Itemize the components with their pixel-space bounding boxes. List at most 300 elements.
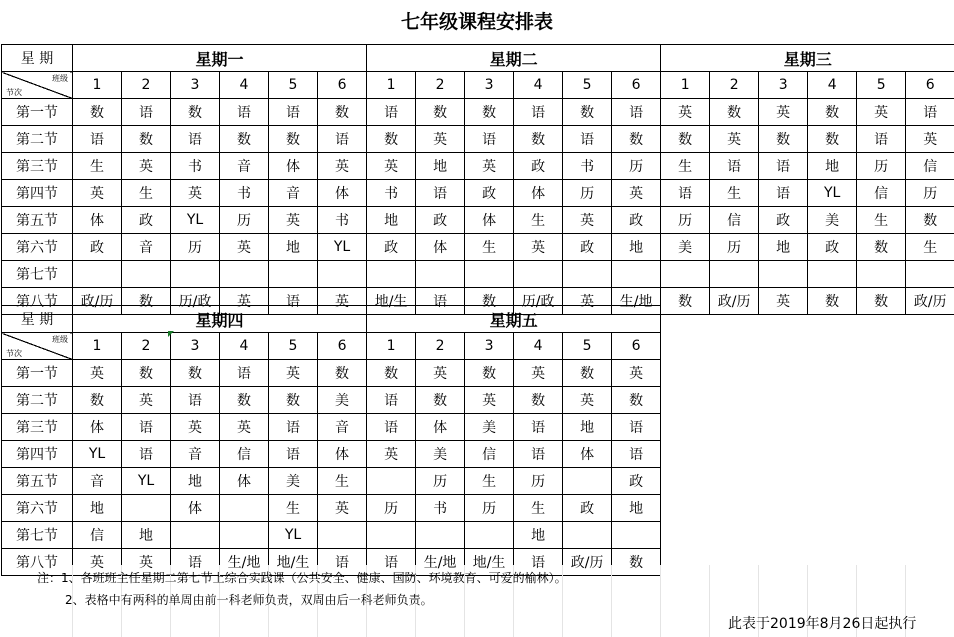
class-number: 4: [514, 72, 563, 99]
schedule-cell: 语: [416, 288, 465, 315]
class-number: 4: [808, 72, 857, 99]
schedule-cell: 生: [465, 468, 514, 495]
class-number: 5: [563, 333, 612, 360]
schedule-cell: 数: [318, 360, 367, 387]
schedule-cell: 英: [906, 126, 954, 153]
schedule-table-mon-wed: [1, 44, 954, 315]
schedule-cell: 语: [710, 153, 759, 180]
schedule-cell: 语: [661, 180, 710, 207]
schedule-cell: 生/地: [612, 288, 661, 315]
schedule-cell: 地: [612, 234, 661, 261]
schedule-cell: 英: [73, 180, 122, 207]
day-header-row: [2, 45, 954, 72]
day-header: 星期三: [661, 45, 954, 72]
day-header: 星期五: [367, 306, 661, 333]
schedule-cell: 生: [857, 207, 906, 234]
schedule-cell: 语: [906, 99, 954, 126]
schedule-cell: 历: [661, 207, 710, 234]
schedule-cell: 语: [759, 180, 808, 207]
schedule-cell: [808, 261, 857, 288]
period-row: [2, 153, 954, 180]
period-row: [2, 180, 954, 207]
schedule-cell: YL: [318, 234, 367, 261]
class-number: 6: [612, 72, 661, 99]
class-number: 5: [269, 72, 318, 99]
schedule-cell: 英: [563, 387, 612, 414]
schedule-cell: 地: [73, 495, 122, 522]
schedule-cell: 体: [73, 207, 122, 234]
schedule-cell: 语: [269, 288, 318, 315]
schedule-cell: 美: [318, 387, 367, 414]
schedule-cell: [906, 261, 954, 288]
schedule-cell: 语: [367, 549, 416, 576]
schedule-cell: 历: [220, 207, 269, 234]
schedule-cell: 语: [269, 414, 318, 441]
schedule-cell: 信: [906, 153, 954, 180]
schedule-cell: 历: [710, 234, 759, 261]
period-axis-label: 节次: [6, 88, 22, 97]
schedule-cell: 地/生: [367, 288, 416, 315]
schedule-cell: 生: [465, 234, 514, 261]
class-number: 1: [661, 72, 710, 99]
schedule-cell: YL: [122, 468, 171, 495]
schedule-cell: [122, 261, 171, 288]
schedule-cell: 数: [367, 360, 416, 387]
schedule-cell: 英: [612, 180, 661, 207]
schedule-cell: 政: [612, 468, 661, 495]
schedule-cell: 数: [220, 126, 269, 153]
schedule-cell: 语: [612, 99, 661, 126]
period-row: [2, 468, 661, 495]
class-number: 4: [514, 333, 563, 360]
schedule-cell: 生: [710, 180, 759, 207]
schedule-cell: 语: [612, 441, 661, 468]
schedule-cell: 数: [171, 360, 220, 387]
period-axis-label: 节次: [6, 349, 22, 358]
schedule-cell: 英: [318, 495, 367, 522]
period-row: [2, 495, 661, 522]
class-number: 5: [269, 333, 318, 360]
class-number: 1: [367, 72, 416, 99]
schedule-cell: 生/地: [220, 549, 269, 576]
schedule-cell: 体: [73, 414, 122, 441]
schedule-cell: 体: [171, 495, 220, 522]
schedule-cell: 英: [367, 153, 416, 180]
class-number: 5: [857, 72, 906, 99]
class-header-row: [2, 72, 954, 99]
schedule-cell: 英: [318, 153, 367, 180]
schedule-cell: [171, 261, 220, 288]
schedule-cell: 英: [857, 99, 906, 126]
class-axis-label: 班级: [52, 74, 68, 83]
schedule-cell: 生: [122, 180, 171, 207]
schedule-cell: 数: [465, 360, 514, 387]
schedule-cell: 英: [73, 549, 122, 576]
day-header: 星期二: [367, 45, 661, 72]
diagonal-header-cell: [2, 72, 73, 99]
period-row: [2, 207, 954, 234]
schedule-cell: 体: [269, 153, 318, 180]
schedule-cell: 语: [122, 414, 171, 441]
schedule-cell: 地/生: [465, 549, 514, 576]
schedule-cell: 历: [171, 234, 220, 261]
schedule-cell: [220, 495, 269, 522]
schedule-table-thu-fri: [1, 305, 661, 576]
schedule-cell: 数: [122, 360, 171, 387]
schedule-cell: YL: [269, 522, 318, 549]
schedule-cell: 生: [906, 234, 954, 261]
schedule-cell: 英: [220, 234, 269, 261]
schedule-cell: 地: [416, 153, 465, 180]
schedule-cell: 生: [661, 153, 710, 180]
day-header: 星期一: [73, 45, 367, 72]
class-number: 3: [465, 333, 514, 360]
schedule-cell: 美: [808, 207, 857, 234]
schedule-cell: 书: [171, 153, 220, 180]
schedule-cell: 数: [465, 99, 514, 126]
schedule-cell: YL: [808, 180, 857, 207]
period-label: 第七节: [2, 522, 73, 549]
class-number: 3: [171, 72, 220, 99]
schedule-cell: 语: [269, 99, 318, 126]
schedule-cell: 体: [318, 180, 367, 207]
schedule-cell: 政: [612, 207, 661, 234]
period-label: 第五节: [2, 468, 73, 495]
schedule-cell: 数: [514, 126, 563, 153]
period-label: 第二节: [2, 126, 73, 153]
schedule-cell: 音: [73, 468, 122, 495]
schedule-cell: 数: [220, 387, 269, 414]
schedule-cell: [465, 261, 514, 288]
schedule-cell: 语: [122, 99, 171, 126]
schedule-cell: 英: [759, 99, 808, 126]
schedule-cell: 数: [367, 126, 416, 153]
notes-section: [0, 565, 954, 637]
schedule-cell: 语: [220, 360, 269, 387]
schedule-cell: 历: [906, 180, 954, 207]
period-label: 第一节: [2, 99, 73, 126]
schedule-cell: 数: [514, 387, 563, 414]
schedule-cell: [171, 522, 220, 549]
schedule-cell: 政: [563, 495, 612, 522]
schedule-cell: [318, 522, 367, 549]
day-header-row: [2, 306, 661, 333]
period-row: [2, 441, 661, 468]
schedule-cell: 英: [367, 441, 416, 468]
schedule-cell: 生: [269, 495, 318, 522]
schedule-cell: 政: [563, 234, 612, 261]
schedule-cell: 英: [710, 126, 759, 153]
schedule-cell: 政: [416, 207, 465, 234]
schedule-cell: 语: [367, 99, 416, 126]
schedule-cell: [563, 522, 612, 549]
period-row: [2, 126, 954, 153]
schedule-cell: 语: [171, 549, 220, 576]
diagonal-header-cell: [2, 333, 73, 360]
period-label: 第三节: [2, 414, 73, 441]
schedule-cell: 语: [563, 126, 612, 153]
schedule-cell: 数: [710, 99, 759, 126]
schedule-cell: 音: [269, 180, 318, 207]
period-row: [2, 261, 954, 288]
schedule-cell: 体: [563, 441, 612, 468]
class-number: 3: [759, 72, 808, 99]
class-number: 6: [318, 72, 367, 99]
class-number: 5: [563, 72, 612, 99]
schedule-cell: [269, 261, 318, 288]
schedule-cell: YL: [73, 441, 122, 468]
schedule-cell: 政: [465, 180, 514, 207]
schedule-cell: 英: [220, 414, 269, 441]
schedule-cell: [367, 261, 416, 288]
schedule-cell: 信: [220, 441, 269, 468]
class-number: 1: [73, 333, 122, 360]
schedule-cell: 英: [563, 288, 612, 315]
period-row: [2, 99, 954, 126]
schedule-cell: [514, 261, 563, 288]
schedule-cell: 历: [465, 495, 514, 522]
class-number: 6: [318, 333, 367, 360]
schedule-cell: [73, 261, 122, 288]
schedule-cell: [612, 522, 661, 549]
schedule-cell: 语: [269, 441, 318, 468]
period-label: 第八节: [2, 549, 73, 576]
schedule-cell: 数: [857, 234, 906, 261]
schedule-cell: 美: [465, 414, 514, 441]
schedule-cell: 书: [416, 495, 465, 522]
class-number: 6: [906, 72, 954, 99]
schedule-cell: 数: [661, 288, 710, 315]
schedule-cell: 美: [661, 234, 710, 261]
class-number: 1: [367, 333, 416, 360]
schedule-cell: 英: [171, 180, 220, 207]
schedule-cell: 英: [122, 387, 171, 414]
schedule-cell: 音: [122, 234, 171, 261]
schedule-cell: 地: [171, 468, 220, 495]
schedule-cell: 英: [514, 234, 563, 261]
schedule-cell: 语: [73, 126, 122, 153]
schedule-cell: 信: [465, 441, 514, 468]
schedule-cell: [122, 495, 171, 522]
schedule-cell: 体: [465, 207, 514, 234]
period-label: 第二节: [2, 387, 73, 414]
schedule-cell: 历: [563, 180, 612, 207]
schedule-cell: 书: [367, 180, 416, 207]
page-title: 七年级课程安排表: [400, 11, 553, 33]
schedule-cell: 数: [808, 288, 857, 315]
schedule-cell: 政/历: [710, 288, 759, 315]
schedule-cell: 语: [514, 549, 563, 576]
schedule-cell: 英: [171, 414, 220, 441]
schedule-cell: 英: [465, 153, 514, 180]
period-row: [2, 522, 661, 549]
period-label: 第一节: [2, 360, 73, 387]
schedule-cell: 英: [416, 126, 465, 153]
schedule-cell: [220, 261, 269, 288]
schedule-cell: 英: [73, 360, 122, 387]
schedule-cell: 书: [563, 153, 612, 180]
class-number: 4: [220, 333, 269, 360]
schedule-cell: 数: [122, 126, 171, 153]
period-label: 第七节: [2, 261, 73, 288]
schedule-cell: 信: [73, 522, 122, 549]
schedule-cell: 英: [465, 387, 514, 414]
schedule-cell: [661, 261, 710, 288]
schedule-cell: 英: [220, 288, 269, 315]
schedule-cell: 政/历: [563, 549, 612, 576]
class-number: 2: [122, 333, 171, 360]
schedule-cell: 历/政: [514, 288, 563, 315]
schedule-cell: 政: [808, 234, 857, 261]
schedule-cell: 书: [220, 180, 269, 207]
schedule-cell: 数: [661, 126, 710, 153]
weekday-header-label: 星 期: [2, 306, 73, 333]
schedule-cell: 数: [759, 126, 808, 153]
schedule-cell: 英: [514, 360, 563, 387]
schedule-cell: 历: [857, 153, 906, 180]
class-number: 2: [416, 333, 465, 360]
period-label: 第五节: [2, 207, 73, 234]
schedule-cell: [563, 468, 612, 495]
schedule-cell: 英: [661, 99, 710, 126]
schedule-cell: 数: [171, 99, 220, 126]
schedule-cell: 生: [318, 468, 367, 495]
schedule-cell: [710, 261, 759, 288]
schedule-cell: 信: [710, 207, 759, 234]
schedule-cell: 美: [269, 468, 318, 495]
schedule-cell: 英: [318, 288, 367, 315]
schedule-cell: [416, 261, 465, 288]
schedule-cell: 信: [857, 180, 906, 207]
schedule-cell: 音: [171, 441, 220, 468]
schedule-cell: 历: [514, 468, 563, 495]
schedule-cell: 体: [514, 180, 563, 207]
schedule-cell: [759, 261, 808, 288]
schedule-cell: 数: [269, 126, 318, 153]
schedule-cell: 数: [612, 549, 661, 576]
schedule-cell: 语: [318, 126, 367, 153]
schedule-cell: 体: [416, 234, 465, 261]
schedule-cell: [367, 522, 416, 549]
class-number: 6: [612, 333, 661, 360]
schedule-cell: 数: [612, 387, 661, 414]
period-row: [2, 360, 661, 387]
period-label: 第六节: [2, 234, 73, 261]
class-number: 1: [73, 72, 122, 99]
schedule-cell: 音: [220, 153, 269, 180]
note-line-2: 2、表格中有两科的单周由前一科老师负责，双周由后一科老师负责。: [65, 593, 433, 607]
schedule-cell: 英: [122, 549, 171, 576]
schedule-cell: 数: [612, 126, 661, 153]
period-row: [2, 387, 661, 414]
period-row: [2, 414, 661, 441]
schedule-cell: 数: [857, 288, 906, 315]
schedule-cell: 历: [612, 153, 661, 180]
schedule-cell: 音: [318, 414, 367, 441]
schedule-cell: 数: [269, 387, 318, 414]
schedule-cell: 数: [906, 207, 954, 234]
schedule-cell: 数: [808, 99, 857, 126]
schedule-cell: 语: [514, 414, 563, 441]
class-number: 3: [171, 333, 220, 360]
schedule-cell: 语: [514, 441, 563, 468]
schedule-cell: 政: [73, 234, 122, 261]
schedule-cell: 英: [612, 360, 661, 387]
schedule-cell: 英: [269, 207, 318, 234]
schedule-cell: 地: [808, 153, 857, 180]
class-header-row: [2, 333, 661, 360]
period-label: 第八节: [2, 288, 73, 315]
schedule-cell: 数: [318, 99, 367, 126]
schedule-cell: 政: [514, 153, 563, 180]
schedule-cell: 体: [416, 414, 465, 441]
class-axis-label: 班级: [52, 335, 68, 344]
schedule-cell: 数: [416, 387, 465, 414]
schedule-cell: 政: [367, 234, 416, 261]
schedule-cell: 英: [759, 288, 808, 315]
schedule-cell: 数: [73, 99, 122, 126]
schedule-cell: 地: [269, 234, 318, 261]
schedule-cell: 语: [220, 99, 269, 126]
schedule-cell: 语: [612, 414, 661, 441]
schedule-cell: 语: [514, 99, 563, 126]
schedule-cell: [612, 261, 661, 288]
schedule-cell: 语: [759, 153, 808, 180]
schedule-cell: 英: [563, 207, 612, 234]
schedule-cell: 生: [514, 495, 563, 522]
schedule-cell: 地: [759, 234, 808, 261]
schedule-cell: 地/生: [269, 549, 318, 576]
schedule-cell: 语: [465, 126, 514, 153]
schedule-cell: 数: [416, 99, 465, 126]
schedule-cell: [857, 261, 906, 288]
schedule-cell: [465, 522, 514, 549]
schedule-cell: 数: [73, 387, 122, 414]
schedule-cell: 地: [563, 414, 612, 441]
schedule-cell: 地: [122, 522, 171, 549]
schedule-cell: 历: [416, 468, 465, 495]
schedule-cell: [318, 261, 367, 288]
schedule-cell: 数: [122, 288, 171, 315]
schedule-cell: [220, 522, 269, 549]
schedule-cell: 历/政: [171, 288, 220, 315]
schedule-cell: 语: [857, 126, 906, 153]
weekday-header-label: 星 期: [2, 45, 73, 72]
schedule-cell: 生: [514, 207, 563, 234]
schedule-cell: 生: [73, 153, 122, 180]
schedule-cell: 语: [122, 441, 171, 468]
schedule-cell: YL: [171, 207, 220, 234]
schedule-cell: [563, 261, 612, 288]
period-label: 第四节: [2, 180, 73, 207]
schedule-cell: [416, 522, 465, 549]
schedule-cell: [367, 468, 416, 495]
schedule-cell: 地: [367, 207, 416, 234]
schedule-cell: 数: [563, 360, 612, 387]
schedule-cell: 语: [318, 549, 367, 576]
class-number: 4: [220, 72, 269, 99]
schedule-cell: 政: [759, 207, 808, 234]
schedule-cell: 体: [318, 441, 367, 468]
comment-marker-icon: [168, 331, 174, 337]
schedule-cell: 英: [122, 153, 171, 180]
schedule-cell: 语: [416, 180, 465, 207]
schedule-cell: 政: [122, 207, 171, 234]
schedule-cell: 政/历: [73, 288, 122, 315]
period-label: 第六节: [2, 495, 73, 522]
schedule-cell: 生/地: [416, 549, 465, 576]
class-number: 2: [122, 72, 171, 99]
